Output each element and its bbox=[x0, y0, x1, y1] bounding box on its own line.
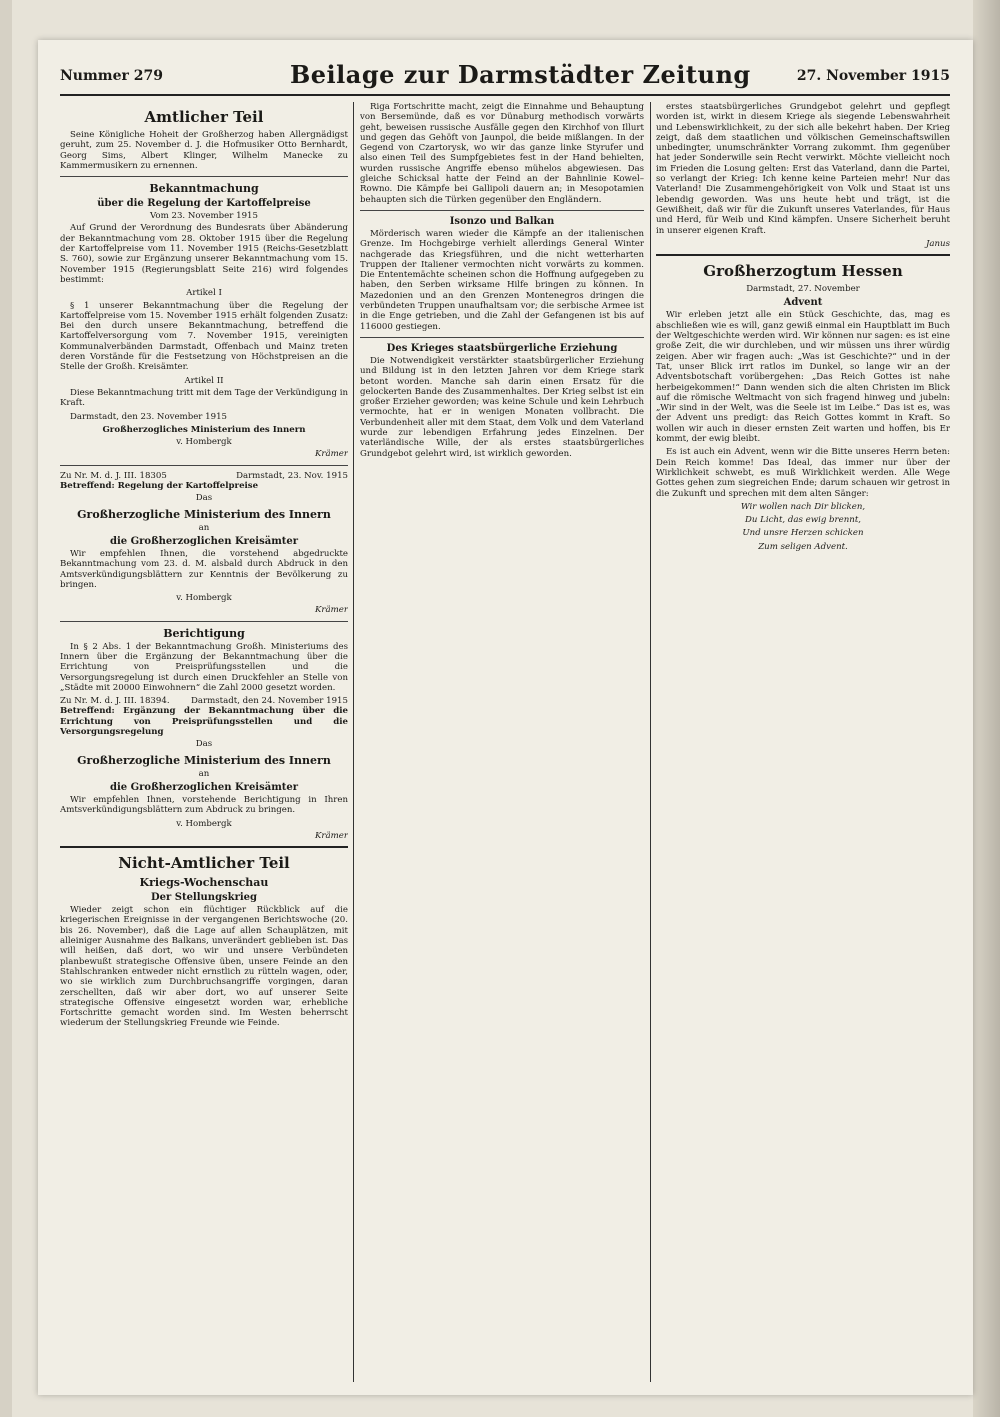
paragraph: Auf Grund der Verordnung des Bundesrats über Abänderung der Bekanntmachung vom 28. Oktober 1915 über die Regelung der Kartoffelpreise vom 11. November 1915 (Reichs-Gesetzblatt S. 760), sowie zur Ergänzung unserer Bekanntmachung vom 15. November 1915 (Regierungsblatt Seite 216) wird folgendes bestimmt: bbox=[60, 223, 348, 285]
divider bbox=[60, 465, 348, 466]
newspaper-title: Beilage zur Darmstädter Zeitung bbox=[290, 60, 751, 89]
paragraph: § 1 unserer Bekanntmachung über die Regelung der Kartoffelpreise vom 15. November 1915 erhält folgenden Zusatz: Bei den durch unsere Bekanntmachung, betreffend die Kartoffelversorgung vom 7. November 1915, vereinigten Kommunalverbänden Darmstadt, Offenbach und Mainz treten deren Vorstände für die Festsetzung von Höchstpreisen an die Stelle der Großh. Kreisämter. bbox=[60, 300, 348, 373]
reference-number: Zu Nr. M. d. J. III. 18305 bbox=[60, 470, 167, 481]
book-spine bbox=[973, 0, 1000, 1417]
newspaper-page bbox=[38, 40, 973, 1395]
heading-staatsbuergerliche-erziehung: Des Krieges staatsbürgerliche Erziehung bbox=[386, 342, 618, 354]
reference-number: Zu Nr. M. d. J. III. 18394. bbox=[60, 696, 170, 707]
ministry-name: Großherzogliches Ministerium des Innern bbox=[102, 424, 306, 435]
signature: Krämer bbox=[315, 449, 348, 460]
poem-line: Und unsre Herzen schicken bbox=[742, 528, 864, 539]
divider bbox=[60, 621, 348, 622]
date-line: Darmstadt, den 23. November 1915 bbox=[70, 411, 228, 422]
signature: v. Hombergk bbox=[176, 818, 232, 829]
paragraph: erstes staatsbürgerliches Grundgebot gelehrt und gepflegt worden ist, wirkt in diesem Kriege als siegende Lebenswahrheit und Lebenswirklichkeit, zu der sich alle bekehrt haben. Der Krieg zeigt, daß dem staatlichen und völkischen Gemeinschaftswillen unbedingter, unumschränkter Vorrang zukommt. Ihm gegenüber hat jeder Sonderwille sein Recht verwirkt. Möchte vielleicht noch im Frieden die Losung gelten: Erst das Vaterland, dann die Partei, so verlangt der Krieg: Ich kenne keine Parteien mehr! Nur das Vaterland! Die Zusammengehörigkeit von Volk und Staat ist uns lebendig geworden. Was uns heute hebt und trägt, ist die Gewißheit, daß wir für die Zukunft unseres Vaterlandes, für Haus und Herd, für Weib und Kind kämpfen. Unsere Sicherheit beruht in unserer eigenen Kraft. bbox=[656, 102, 950, 236]
recipient-heading: die Großherzoglichen Kreisämter bbox=[109, 535, 299, 547]
column-rule bbox=[650, 102, 651, 1382]
paragraph: Wir empfehlen Ihnen, die vorstehend abgedruckte Bekanntmachung vom 23. d. M. alsbald durch Abdruck in den Amtsverkündigungsblättern zur Kenntnis der Bevölkerung zu bringen. bbox=[60, 548, 348, 590]
subject-line: Betreffend: Regelung der Kartoffelpreise bbox=[60, 481, 259, 492]
signature: Krämer bbox=[315, 830, 348, 841]
heading-bekanntmachung: Bekanntmachung bbox=[149, 182, 259, 196]
reference-line bbox=[60, 471, 348, 481]
heading-isonzo-und-balkan: Isonzo und Balkan bbox=[449, 215, 555, 227]
dateline: Darmstadt, 27. November bbox=[746, 284, 860, 295]
reference-date: Darmstadt, den 24. November 1915 bbox=[190, 696, 348, 707]
ministry-heading: Großherzogliche Ministerium des Innern bbox=[77, 753, 331, 767]
poem-line: Zum seligen Advent. bbox=[758, 541, 848, 552]
author-signature: Janus bbox=[925, 238, 950, 249]
subheading: über die Regelung der Kartoffelpreise bbox=[97, 198, 311, 210]
section-title-amtlicher-teil: Amtlicher Teil bbox=[144, 108, 264, 126]
column-1 bbox=[60, 102, 348, 1382]
paragraph: Die Notwendigkeit verstärkter staatsbürgerlicher Erziehung und Bildung ist in den letzten Jahren vor dem Kriege stark betont worden. Manche sah darin einen Ersatz für die gelockerten Bande des Zusammenhaltes. Der Krieg selbst ist ein großer Erzieher geworden; was keine Schule und kein Lehrbuch vermochte, hat er in wenigen Monaten vollbracht. Die Verbundenheit aller mit dem Staat, dem Volk und dem Vaterland wurde zur lebendigen Erfahrung jedes Einzelnen. Der vaterländische Wille, der als erstes staatsbürgerliches Grundgebot gelehrt wird, ist wirklich geworden. bbox=[360, 355, 644, 459]
paragraph: Wir empfehlen Ihnen, vorstehende Berichtigung in Ihren Amtsverkündigungsblättern zum Abdruck zu bringen. bbox=[60, 794, 348, 816]
subject-line: Betreffend: Ergänzung der Bekanntmachung über die Errichtung von Preisprüfungsstellen und die Versorgungsregelung bbox=[60, 706, 348, 738]
signature: v. Hombergk bbox=[176, 593, 232, 604]
column-rule bbox=[353, 102, 354, 1382]
paragraph: Es ist auch ein Advent, wenn wir die Bitte unseres Herrn beten: Dein Reich komme! Das Ideal, das immer nur über der Wirklichkeit schwebt, es muß Wirklichkeit werden. Alle Wege Gottes gehen zum siegreichen Ende; darum schauen wir getrost in die Zukunft und sprechen mit dem alten Sänger: bbox=[656, 447, 950, 499]
column-2 bbox=[360, 102, 644, 1382]
date-line: Vom 23. November 1915 bbox=[150, 211, 258, 222]
section-title-grossherzogtum-hessen: Großherzogtum Hessen bbox=[703, 262, 903, 281]
signature: Krämer bbox=[315, 605, 348, 616]
issue-number: Nummer 279 bbox=[60, 68, 163, 84]
paragraph: Diese Bekanntmachung tritt mit dem Tage der Verkündigung in Kraft. bbox=[60, 387, 348, 409]
divider bbox=[360, 337, 644, 338]
poem-line: Wir wollen nach Dir blicken, bbox=[740, 501, 866, 512]
divider bbox=[60, 846, 348, 848]
paragraph: Wir erleben jetzt alle ein Stück Geschichte, das, mag es abschließen wie es will, ganz gewiß einmal ein Hauptblatt im Buch der Weltgeschichte werden wird. Wir können nur sagen: es ist eine große Zeit, die wir durchleben, und wir müssen uns ihrer würdig zeigen. Aber wir fragen auch: „Was ist Geschichte?“ und in der Tat, unser Blick irrt ratlos im Dunkel, so lange wir an der Adventsbotschaft vorübergehen: „Das Reich Gottes ist nahe herbeigekommen!“ Dann wenden sich die alten Christen im Blick auf die römische Weltmacht von sich fragend hinweg und jubeln: „Wir sind in der Welt, was die Seele ist im Leibe.“ Das ist es, was der Advent uns predigt: das Reich Gottes kommt in Kraft. So wollen wir auch in dieser ernsten Zeit warten und hoffen, bis Er kommt, der ewig bleibt. bbox=[656, 310, 950, 445]
text-line: Das bbox=[195, 739, 213, 750]
reference-date: Darmstadt, 23. Nov. 1915 bbox=[236, 470, 348, 481]
issue-date: 27. November 1915 bbox=[796, 68, 950, 84]
heading-kriegs-wochenschau: Kriegs-Wochenschau bbox=[139, 876, 269, 890]
paragraph: In § 2 Abs. 1 der Bekanntmachung Großh. Ministeriums des Innern über die Ergänzung der Bekanntmachung über die Errichtung von Preisprüfungsstellen und die Versorgungsregelung ist durch einen Druckfehler an Stelle von „Städte mit 20000 Einwohnern“ die Zahl 2000 gesetzt worden. bbox=[60, 641, 348, 693]
poem-line: Du Licht, das ewig brennt, bbox=[744, 515, 861, 526]
paragraph: Wieder zeigt schon ein flüchtiger Rückblick auf die kriegerischen Ereignisse in der vergangenen Berichtswoche (20. bis 26. November), daß die Lage auf allen Schauplätzen, mit alleiniger Ausnahme des Balkans, unverändert geblieben ist. Das will heißen, daß dort, wo wir und unsere Verbündeten planbewußt strategische Offensive üben, unsere Feinde an den Stahlschranken entweder nicht ernstlich zu rütteln wagen, oder, wo sie wirklich zum Durchbruchsangriffe vorgingen, daran zerschellten, daß wir aber dort, wo auf unserer Seite strategische Offensive eingesetzt worden war, erhebliche Fortschritte gemacht worden sind. Im Westen beherrscht wiederum der Stellungskrieg Freunde wie Feinde. bbox=[60, 905, 348, 1029]
column-3 bbox=[656, 102, 950, 1382]
recipient-heading: die Großherzoglichen Kreisämter bbox=[109, 781, 299, 793]
text-line: an bbox=[198, 768, 210, 779]
page-edge bbox=[0, 0, 12, 1417]
text-line: an bbox=[198, 522, 210, 533]
heading-advent: Advent bbox=[783, 297, 823, 309]
article-heading: Artikel II bbox=[184, 375, 224, 386]
text-line: Das bbox=[195, 493, 213, 504]
section-title-nicht-amtlicher-teil: Nicht-Amtlicher Teil bbox=[118, 854, 290, 873]
signature: v. Hombergk bbox=[176, 437, 232, 448]
heading-berichtigung: Berichtigung bbox=[163, 626, 245, 640]
divider bbox=[360, 210, 644, 211]
divider bbox=[60, 176, 348, 177]
article-heading: Artikel I bbox=[186, 288, 222, 299]
paragraph: Riga Fortschritte macht, zeigt die Einnahme und Behauptung von Bersemünde, daß es vor Dünaburg methodisch vorwärts geht, beweisen russische Ausfälle gegen den Kirchhof von Illurt und gegen das Gehöft von Jaunpol, die beide mißlangen. In der Gegend von Czartorysk, wo wir das ganze linke Styrufer und also einen Teil des Sumpfgebietes fest in der Hand behielten, wurden russische Angriffe ebenso mühelos abgewiesen. Das gleiche Schicksal hatte der Feind an der Bahnlinie Kowel–Rowno. Die Kämpfe bei Gallipoli dauern an; in Mesopotamien behaupten sich die Türken gegenüber den Engländern. bbox=[360, 102, 644, 205]
divider bbox=[656, 254, 950, 256]
ministry-heading: Großherzogliche Ministerium des Innern bbox=[77, 507, 331, 521]
masthead bbox=[60, 58, 950, 96]
paragraph: Mörderisch waren wieder die Kämpfe an der italienischen Grenze. Im Hochgebirge verhielt allerdings General Winter nachgerade das Kriegsführen, und die nicht wetterharten Truppen der Italiener vermochten nicht vorwärts zu kommen. Die Ententemächte scheinen schon die Hoffnung aufgegeben zu haben, den Serben wirksame Hilfe bringen zu können. In Mazedonien und an den Grenzen Montenegros dringen die verbündeten Truppen unaufhaltsam vor; die serbische Armee ist in die Enge getrieben, und die Zahl der Gefangenen ist bis auf 116000 gestiegen. bbox=[360, 228, 644, 332]
subheading-stellungskrieg: Der Stellungskrieg bbox=[150, 892, 258, 904]
reference-line bbox=[60, 696, 348, 706]
paragraph: Seine Königliche Hoheit der Großherzog haben Allergnädigst geruht, zum 25. November d. J. die Hofmusiker Otto Bernhardt, Georg Sims, Albert Klinger, Wilhelm Manecke zu Kammermusikern zu ernennen. bbox=[60, 130, 348, 171]
